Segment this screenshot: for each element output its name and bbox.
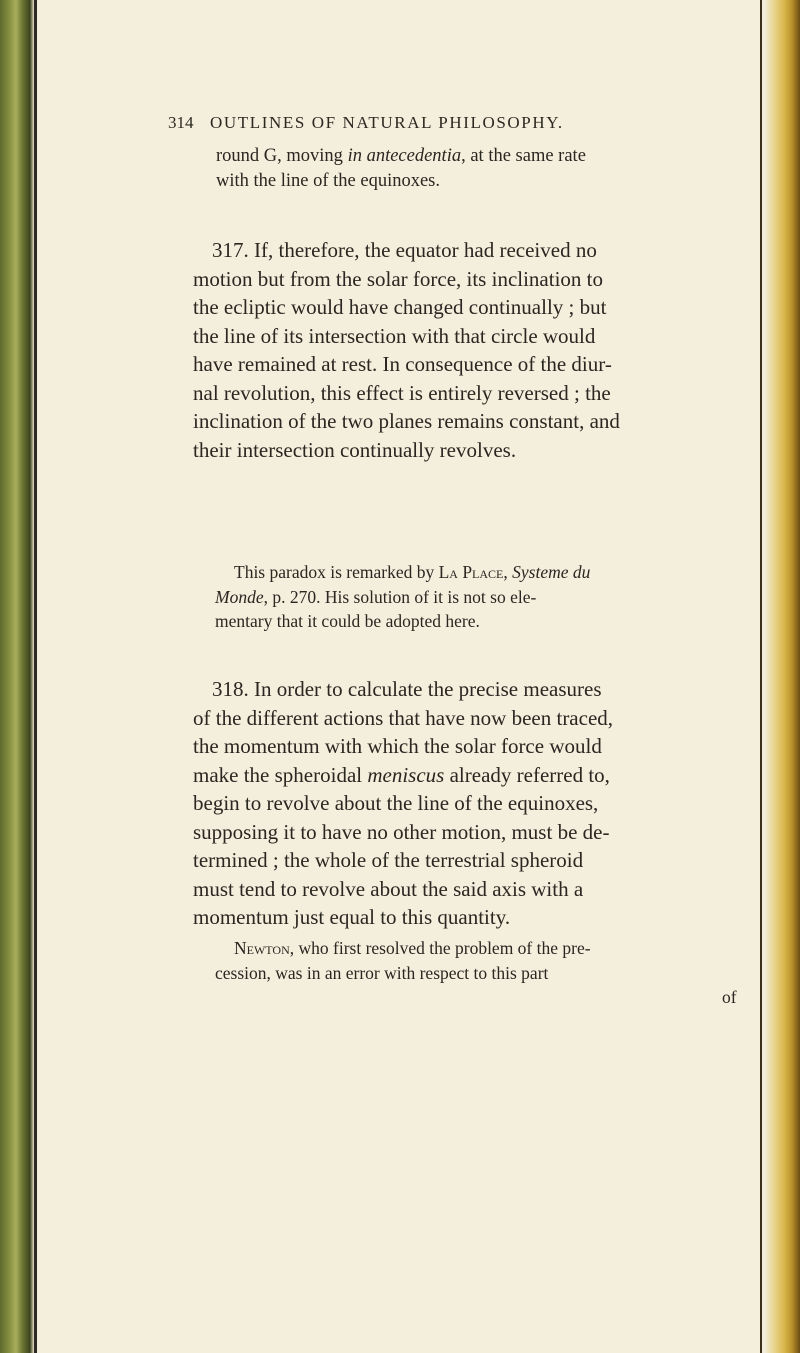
intro-line-1: round G, moving in antecedentia, at the same rate [216,146,586,166]
left-binding-edge [0,0,34,1353]
text-line: of the different actions that have now been traced, [193,705,614,730]
running-title: OUTLINES OF NATURAL PHILOSOPHY. [210,113,564,132]
text-line: nal revolution, this effect is entirely reversed ; the [193,380,611,405]
note-line-2: cession, was in an error with respect to this part [215,962,549,983]
text-line: the momentum with which the solar force would [193,734,602,758]
text-line: the line of its intersection with that circle would [193,323,596,348]
text-line: make the spheroidal meniscus already referred to, [193,762,610,787]
note-line-1: Newton, who first resolved the problem of the pre- [234,938,591,958]
text-line: termined ; the whole of the terrestrial spheroid [193,848,584,872]
intro-line-2: with the line of the equinoxes. [216,171,441,191]
text-line: inclination of the two planes remains constant, and [193,409,620,433]
text-line: 317. If, therefore, the equator had received no [212,238,597,262]
text-line: must tend to revolve about the said axis with a [193,876,584,901]
catchword: of [722,987,737,1007]
section-318 [193,675,613,932]
footnote-318 [215,936,591,985]
note-line-2: Monde, p. 270. His solution of it is not so ele- [215,586,537,607]
text-line: their intersection continually revolves. [193,437,517,462]
text-line: momentum just equal to this quantity. [193,905,511,929]
note-line-3: mentary that it could be adopted here. [215,611,480,631]
running-header [168,113,564,133]
text-line: motion but from the solar force, its inclination to [193,266,604,291]
text-line: the ecliptic would have changed continually ; but [193,295,607,319]
note-line-1: This paradox is remarked by La Place, Systeme du [234,562,591,582]
intro-paragraph [216,144,586,194]
text-line: begin to revolve about the line of the equinoxes, [193,791,599,815]
footnote-317 [215,560,590,634]
text-line: have remained at rest. In consequence of the diur- [193,352,612,376]
text-line: supposing it to have no other motion, must be de- [193,819,610,844]
right-page-edge [766,0,800,1353]
page-number: 314 [168,113,194,132]
text-line: 318. In order to calculate the precise measures [212,677,602,701]
section-317 [193,236,620,464]
